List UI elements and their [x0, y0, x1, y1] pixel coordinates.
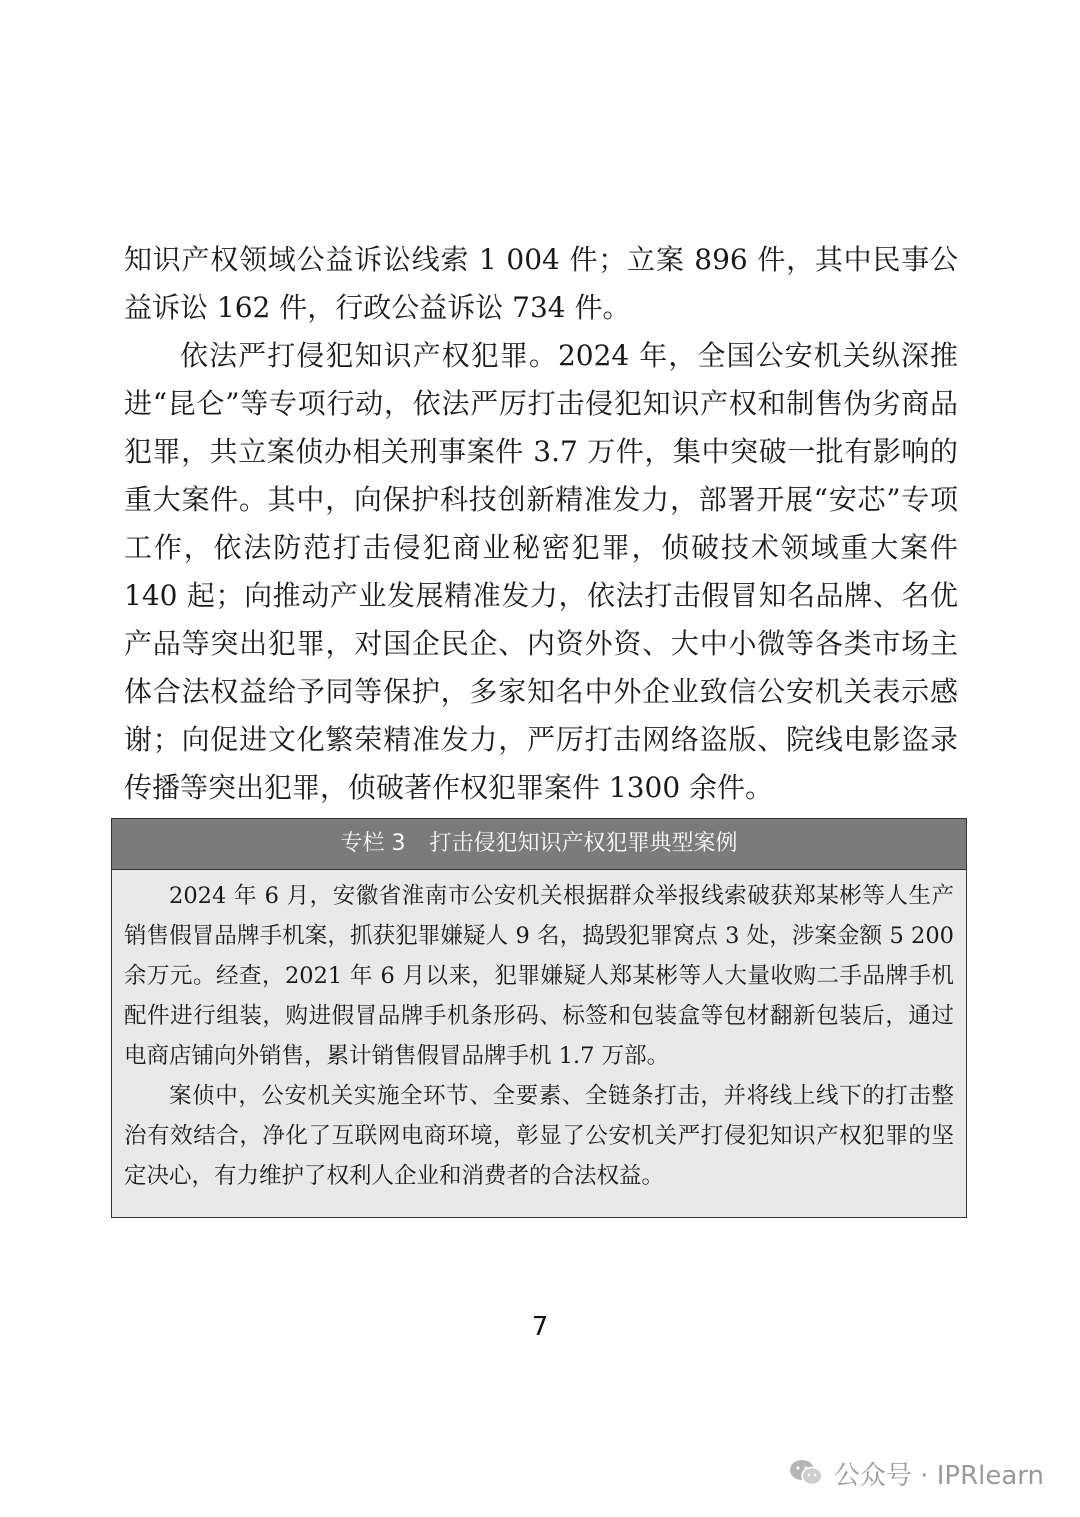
sidebar-box [111, 818, 967, 1218]
sidebar-box-paragraph-2: 案侦中，公安机关实施全环节、全要素、全链条打击，并将线上线下的打击整治有效结合，净化了互联网电商环境，彰显了公安机关严打侵犯知识产权犯罪的坚定决心，有力维护了权利人企业和消费者的合法权益。 [124, 1083, 954, 1189]
watermark [788, 1455, 1044, 1491]
sidebar-box-title: 打击侵犯知识产权犯罪典型案例 [429, 831, 738, 856]
sidebar-box-label: 专栏 3 [340, 831, 406, 856]
sidebar-box-body [112, 870, 966, 1196]
sidebar-box-header [112, 819, 966, 870]
page-number: 7 [531, 1312, 549, 1342]
paragraph-1: 知识产权领域公益诉讼线索 1 004 件；立案 896 件，其中民事公益诉讼 162 件，行政公益诉讼 734 件。 [124, 243, 958, 324]
body-text [124, 236, 958, 812]
wechat-icon [788, 1458, 824, 1488]
paragraph-2: 依法严打侵犯知识产权犯罪。2024 年，全国公安机关纵深推进“昆仑”等专项行动，依法严厉打击侵犯知识产权和制售伪劣商品犯罪，共立案侦办相关刑事案件 3.7 万件，集中突破一批有影响的重大案件。其中，向保护科技创新精准发力，部署开展“安芯”专项工作，依法防范打击侵犯商业秘密犯罪，侦破技术领域重大案件 140 起；向推动产业发展精准发力，依法打击假冒知名品牌、名优产品等突出犯罪，对国企民企、内资外资、大中小微等各类市场主体合法权益给予同等保护，多家知名中外企业致信公安机关表示感谢；向促进文化繁荣精准发力，严厉打击网络盗版、院线电影盗录传播等突出犯罪，侦破著作权犯罪案件 1300 余件。 [124, 339, 958, 804]
watermark-text: 公众号 · IPRlearn [833, 1460, 1044, 1491]
sidebar-box-paragraph-1: 2024 年 6 月，安徽省淮南市公安机关根据群众举报线索破获郑某彬等人生产销售假冒品牌手机案，抓获犯罪嫌疑人 9 名，捣毁犯罪窝点 3 处，涉案金额 5 200 余万元。经查，2021 年 6 月以来，犯罪嫌疑人郑某彬等人大量收购二手品牌手机配件进行组装，购进假冒品牌手机条形码、标签和包装盒等包材翻新包装后，通过电商店铺向外销售，累计销售假冒品牌手机 1.7 万部。 [124, 883, 954, 1069]
